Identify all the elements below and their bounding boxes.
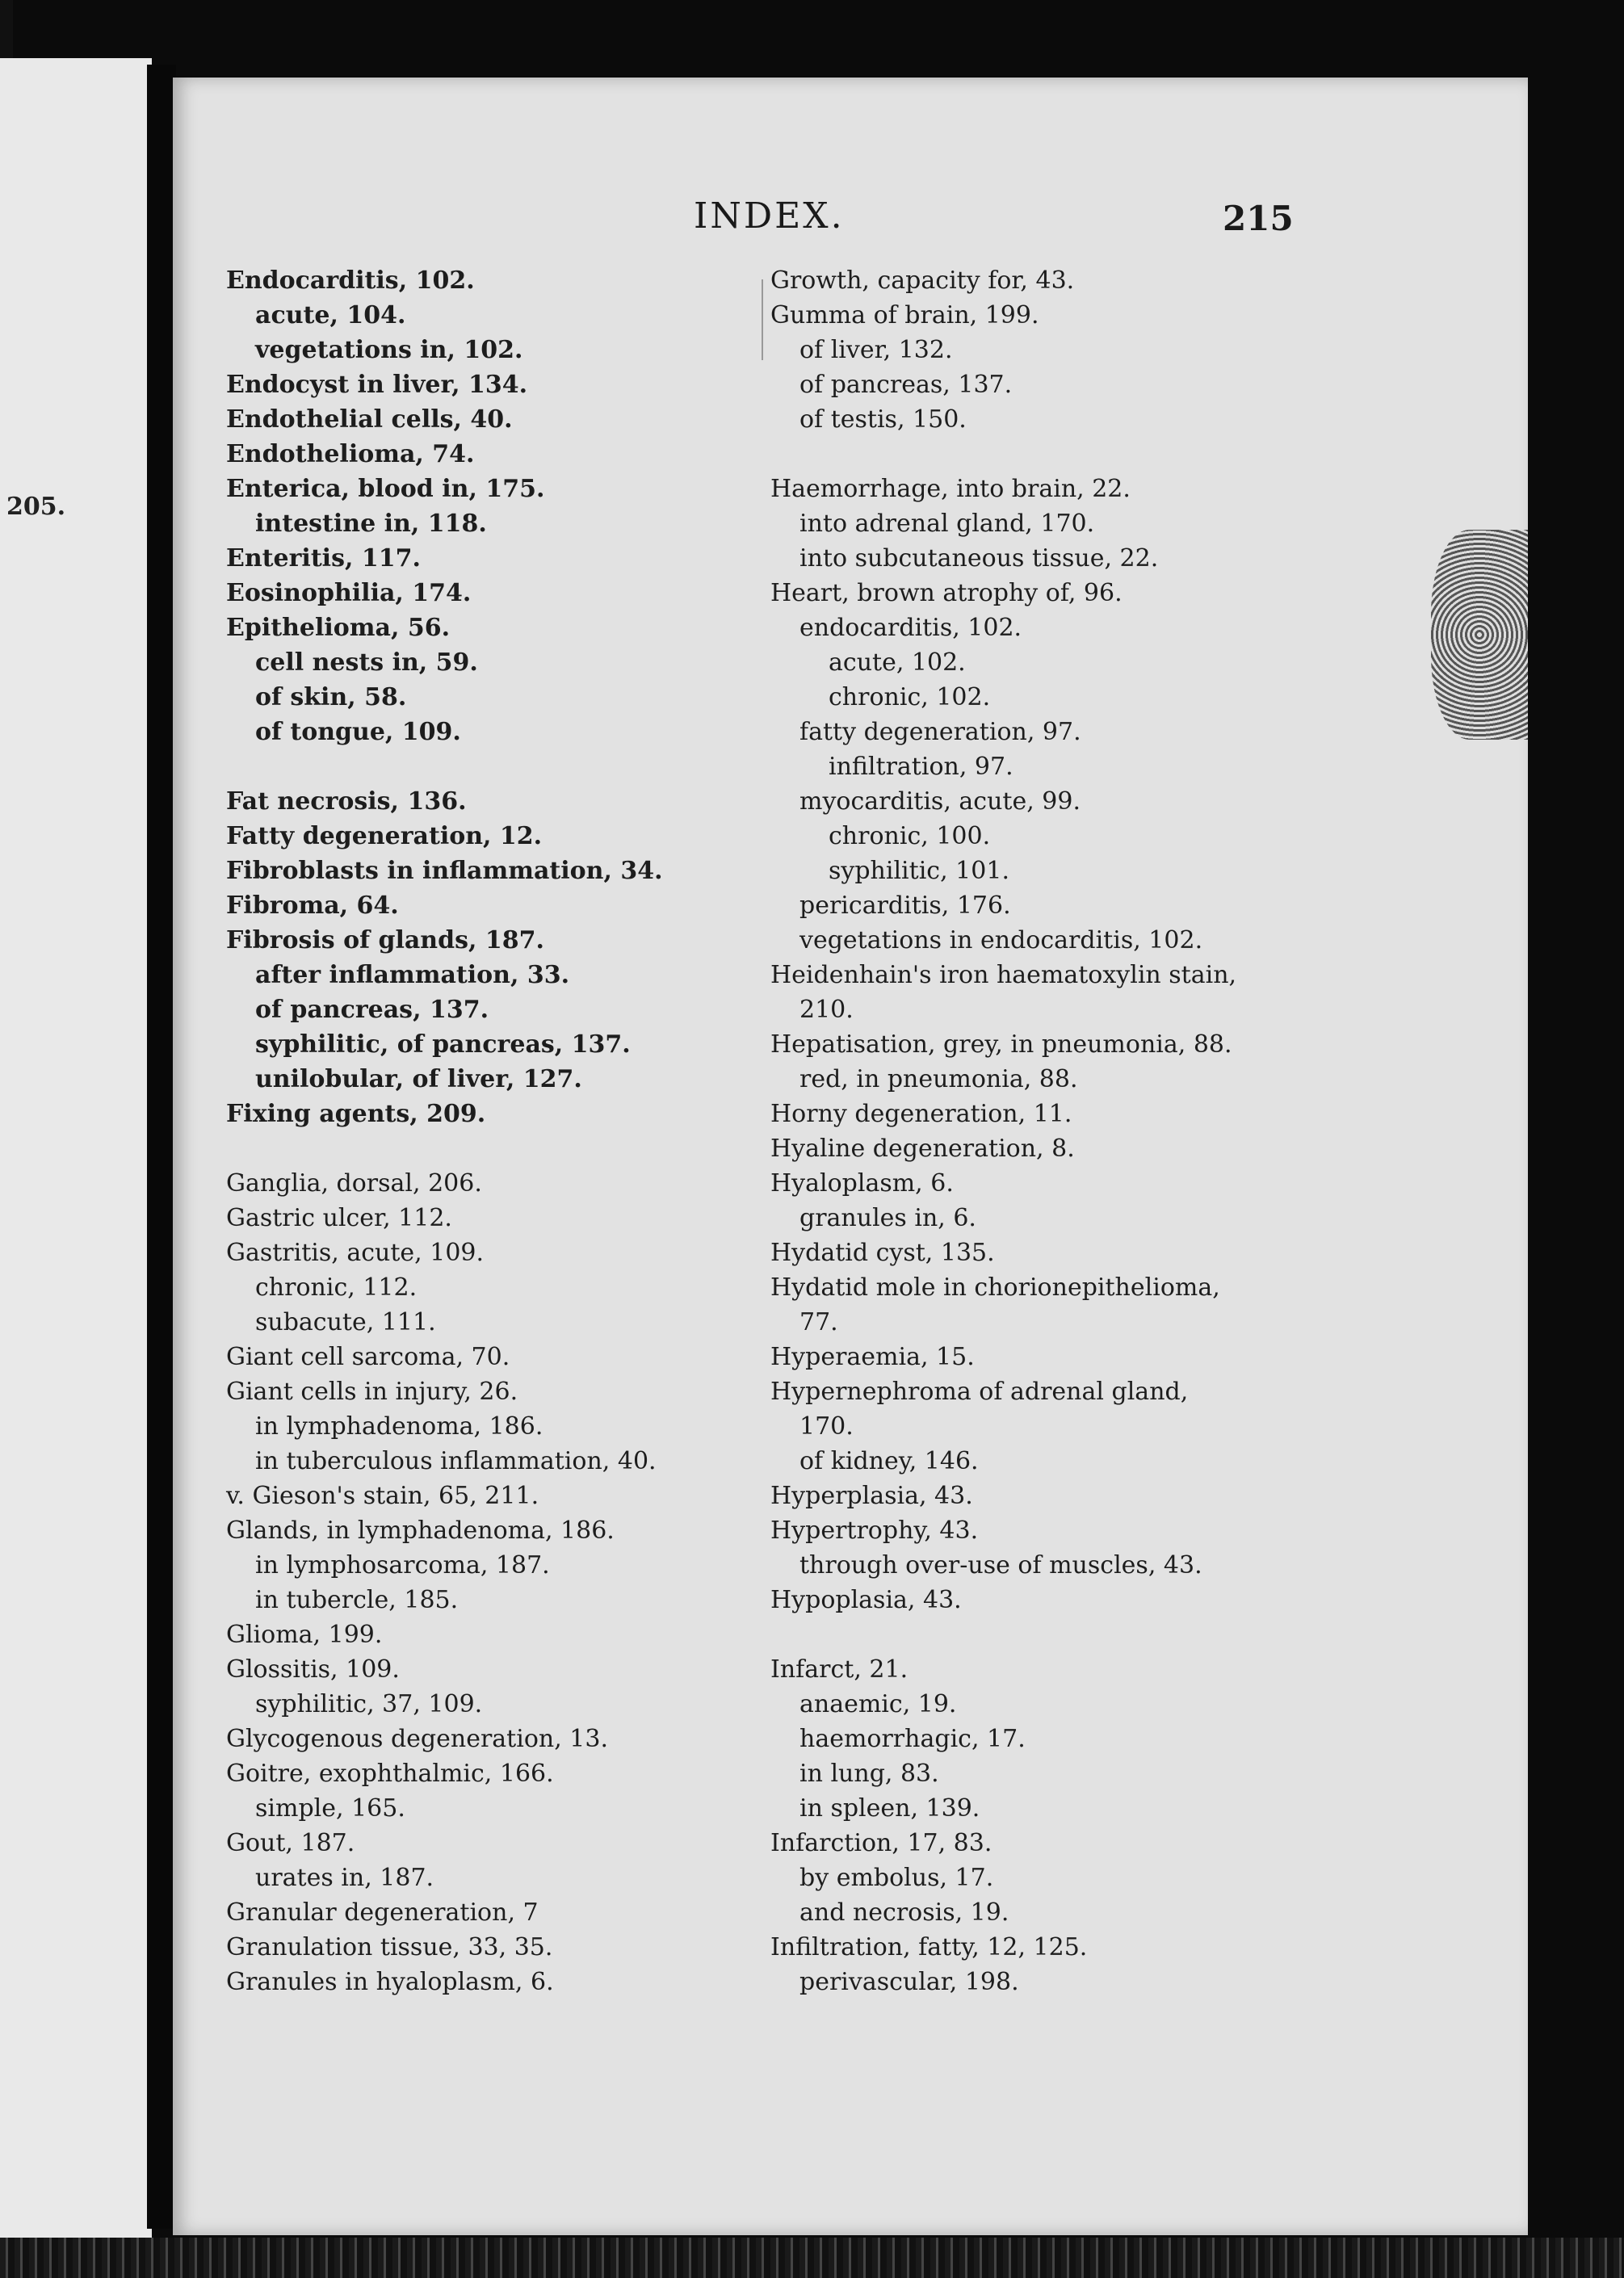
index-section-gap [770, 1617, 1287, 1652]
index-entry: Hyaline degeneration, 8. [770, 1135, 1075, 1163]
index-entry: Hydatid mole in chorionepithelioma, [770, 1273, 1220, 1302]
index-subentry: of kidney, 146. [799, 1447, 979, 1475]
index-entry: Fat necrosis, 136. [226, 787, 467, 816]
index-entry: Epithelioma, 56. [226, 614, 451, 642]
index-entry: Hypertrophy, 43. [770, 1517, 979, 1545]
index-section-gap [770, 437, 1287, 472]
index-subentry: chronic, 102. [829, 683, 991, 711]
index-entry: Haemorrhage, into brain, 22. [770, 475, 1131, 503]
index-entry: Enteritis, 117. [226, 544, 421, 573]
index-entry: Granules in hyaloplasm, 6. [226, 1968, 554, 1996]
index-entry: Endothelioma, 74. [226, 440, 475, 468]
scan-bottom-edge [0, 2238, 1624, 2278]
index-subentry: of tongue, 109. [255, 718, 461, 746]
index-section-gap [226, 749, 743, 784]
index-subentry: after inflammation, 33. [255, 961, 570, 989]
index-entry: Heart, brown atrophy of, 96. [770, 579, 1123, 607]
index-subentry: acute, 104. [255, 301, 406, 329]
previous-page-number: 205. [6, 493, 66, 521]
book-spine [147, 65, 176, 2229]
index-subentry: fatty degeneration, 97. [799, 718, 1081, 746]
index-entry: Endocyst in liver, 134. [226, 371, 528, 399]
index-entry: Heidenhain's iron haematoxylin stain, [770, 961, 1237, 989]
index-entry: Fixing agents, 209. [226, 1100, 486, 1128]
index-subentry: by embolus, 17. [799, 1864, 994, 1892]
index-subentry: haemorrhagic, 17. [799, 1725, 1026, 1753]
index-entry: Ganglia, dorsal, 206. [226, 1169, 482, 1198]
page-number: 215 [1223, 199, 1294, 238]
index-subentry: of skin, 58. [255, 683, 407, 711]
index-subentry: perivascular, 198. [799, 1968, 1019, 1996]
index-subentry: granules in, 6. [799, 1204, 976, 1232]
index-entry: Hypoplasia, 43. [770, 1586, 962, 1614]
index-subentry: in spleen, 139. [799, 1794, 980, 1823]
index-entry: Enterica, blood in, 175. [226, 475, 545, 503]
index-entry: Fatty degeneration, 12. [226, 822, 543, 850]
index-subentry: and necrosis, 19. [799, 1898, 1009, 1927]
index-subentry: in tuberculous inflammation, 40. [255, 1447, 657, 1475]
index-entry: Horny degeneration, 11. [770, 1100, 1072, 1128]
index-entry: Goitre, exophthalmic, 166. [226, 1760, 554, 1788]
index-subentry: intestine in, 118. [255, 510, 487, 538]
index-subentry: chronic, 112. [255, 1273, 418, 1302]
index-subentry: through over-use of muscles, 43. [799, 1551, 1202, 1579]
index-entry: Infarction, 17, 83. [770, 1829, 992, 1857]
index-subentry: 170. [799, 1412, 854, 1441]
index-entry: Granular degeneration, 7 [226, 1898, 539, 1927]
page-header [173, 195, 1528, 244]
index-entry: v. Gieson's stain, 65, 211. [226, 1482, 539, 1510]
index-subentry: syphilitic, of pancreas, 137. [255, 1030, 631, 1059]
index-subentry: into adrenal gland, 170. [799, 510, 1095, 538]
index-entry: Fibroblasts in inflammation, 34. [226, 857, 663, 885]
index-subentry: vegetations in, 102. [255, 336, 523, 364]
index-section-gap [226, 1131, 743, 1166]
index-subentry: syphilitic, 37, 109. [255, 1690, 483, 1718]
index-entry: Hypernephroma of adrenal gland, [770, 1378, 1189, 1406]
index-subentry: endocarditis, 102. [799, 614, 1022, 642]
index-subentry: subacute, 111. [255, 1308, 436, 1336]
index-subentry: myocarditis, acute, 99. [799, 787, 1081, 816]
index-subentry: of liver, 132. [799, 336, 953, 364]
index-subentry: of testis, 150. [799, 405, 967, 434]
index-subentry: chronic, 100. [829, 822, 991, 850]
index-subentry: unilobular, of liver, 127. [255, 1065, 582, 1093]
index-subentry: infiltration, 97. [829, 753, 1013, 781]
index-entry: Gastritis, acute, 109. [226, 1239, 485, 1267]
previous-page-fragment [0, 58, 152, 2238]
index-column-left [226, 263, 743, 1999]
index-subentry: of pancreas, 137. [255, 996, 489, 1024]
index-entry: Hyaloplasm, 6. [770, 1169, 954, 1198]
index-entry: Endocarditis, 102. [226, 266, 475, 295]
index-entry: Hyperplasia, 43. [770, 1482, 973, 1510]
index-entry: Infarct, 21. [770, 1655, 909, 1684]
index-entry: Glands, in lymphadenoma, 186. [226, 1517, 615, 1545]
column-divider [762, 279, 763, 360]
index-subentry: pericarditis, 176. [799, 891, 1011, 920]
index-entry: Glossitis, 109. [226, 1655, 400, 1684]
index-entry: Gastric ulcer, 112. [226, 1204, 452, 1232]
index-subentry: red, in pneumonia, 88. [799, 1065, 1078, 1093]
index-subentry: 210. [799, 996, 854, 1024]
index-entry: Giant cell sarcoma, 70. [226, 1343, 510, 1371]
index-subentry: in lymphadenoma, 186. [255, 1412, 543, 1441]
index-entry: Hydatid cyst, 135. [770, 1239, 995, 1267]
index-entry: Fibrosis of glands, 187. [226, 926, 544, 954]
index-entry: Gout, 187. [226, 1829, 355, 1857]
index-entry: Endothelial cells, 40. [226, 405, 513, 434]
index-entry: Granulation tissue, 33, 35. [226, 1933, 553, 1961]
index-subentry: acute, 102. [829, 648, 966, 677]
index-subentry: syphilitic, 101. [829, 857, 1009, 885]
index-entry: Eosinophilia, 174. [226, 579, 472, 607]
index-subentry: vegetations in endocarditis, 102. [799, 926, 1203, 954]
index-column-right [770, 263, 1287, 1999]
index-entry: Hyperaemia, 15. [770, 1343, 975, 1371]
index-subentry: 77. [799, 1308, 838, 1336]
index-subentry: cell nests in, 59. [255, 648, 478, 677]
scan-artifact [1431, 530, 1528, 740]
index-entry: Giant cells in injury, 26. [226, 1378, 518, 1406]
index-subentry: into subcutaneous tissue, 22. [799, 544, 1159, 573]
index-entry: Fibroma, 64. [226, 891, 399, 920]
index-subentry: in lymphosarcoma, 187. [255, 1551, 550, 1579]
index-entry: Glioma, 199. [226, 1621, 383, 1649]
index-entry: Gumma of brain, 199. [770, 301, 1039, 329]
running-title: INDEX. [694, 195, 845, 237]
index-entry: Infiltration, fatty, 12, 125. [770, 1933, 1088, 1961]
index-subentry: of pancreas, 137. [799, 371, 1013, 399]
index-entry: Glycogenous degeneration, 13. [226, 1725, 608, 1753]
index-entry: Hepatisation, grey, in pneumonia, 88. [770, 1030, 1232, 1059]
index-subentry: simple, 165. [255, 1794, 405, 1823]
index-entry: Growth, capacity for, 43. [770, 266, 1075, 295]
index-page [173, 78, 1528, 2235]
index-subentry: in tubercle, 185. [255, 1586, 459, 1614]
index-subentry: in lung, 83. [799, 1760, 939, 1788]
index-subentry: urates in, 187. [255, 1864, 434, 1892]
index-subentry: anaemic, 19. [799, 1690, 957, 1718]
